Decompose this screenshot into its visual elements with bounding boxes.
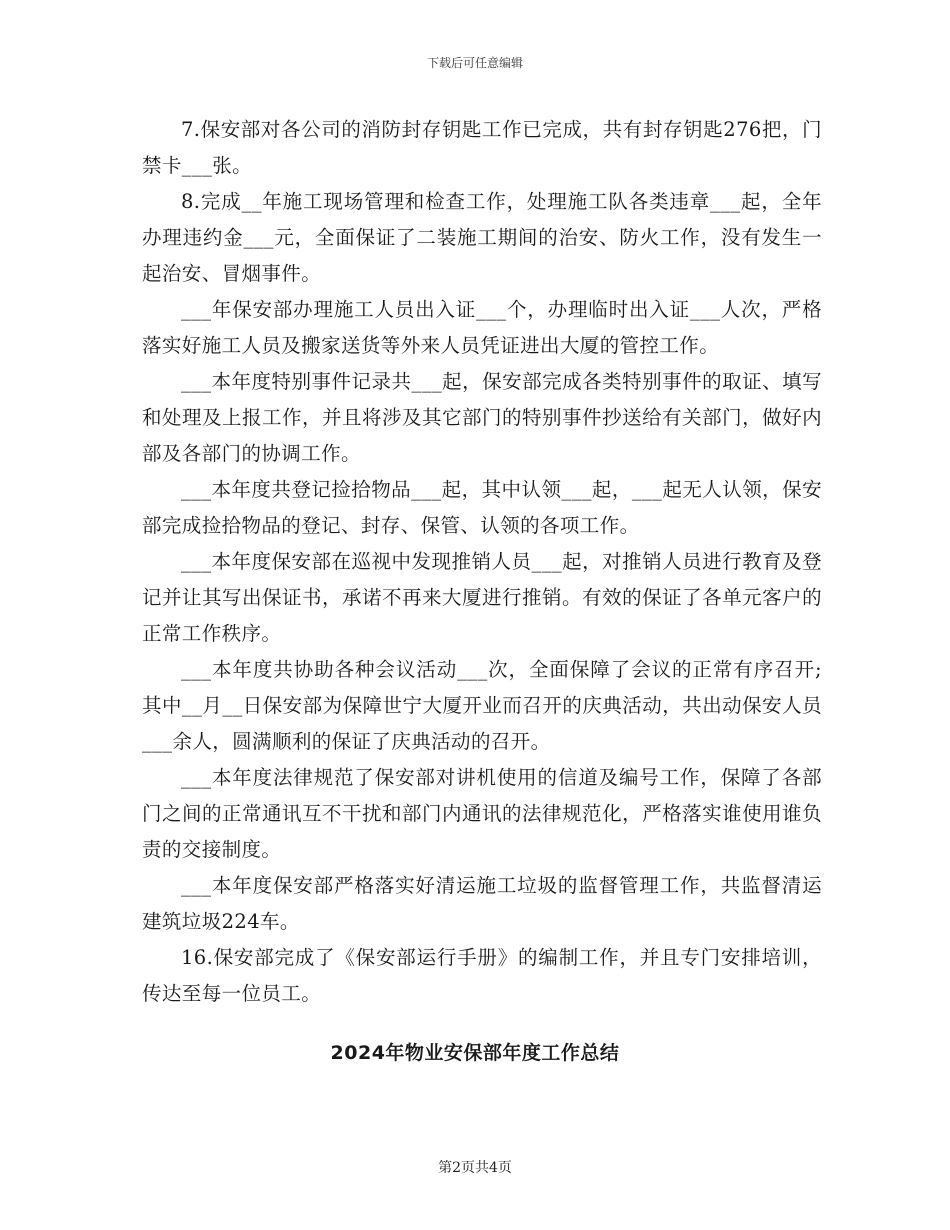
paragraph-12: ___本年度保安部在巡视中发现推销人员___起，对推销人员进行教育及登记并让其写出保证书，承诺不再来大厦进行推销。有效的保证了各单元客户的正常工作秩序。 <box>142 550 822 645</box>
document-title: 2024年物业安保部年度工作总结 <box>330 1042 620 1064</box>
paragraph-7: 7.保安部对各公司的消防封存钥匙工作已完成，共有封存钥匙276把，门禁卡___张。 <box>142 118 822 177</box>
paragraph-13: ___本年度共协助各种会议活动___次，全面保障了会议的正常有序召开;其中__月__日保安部为保障世宁大厦开业而召开的庆典活动，共出动保安人员___余人，圆满顺利的保证了庆典活动的召开。 <box>142 658 822 753</box>
page-number: 第2页共4页 <box>438 1160 512 1176</box>
paragraph-9: ___年保安部办理施工人员出入证___个，办理临时出入证___人次，严格落实好施工人员及搬家送货等外来人员凭证进出大厦的管控工作。 <box>142 298 822 357</box>
paragraph-11: ___本年度共登记捡拾物品___起，其中认领___起，___起无人认领，保安部完成捡拾物品的登记、封存、保管、认领的各项工作。 <box>142 478 822 537</box>
paragraph-10: ___本年度特别事件记录共___起，保安部完成各类特别事件的取证、填写和处理及上报工作，并且将涉及其它部门的特别事件抄送给有关部门，做好内部及各部门的协调工作。 <box>142 370 822 465</box>
paragraph-15: ___本年度保安部严格落实好清运施工垃圾的监督管理工作，共监督清运建筑垃圾224车。 <box>142 874 822 933</box>
paragraph-16: 16.保安部完成了《保安部运行手册》的编制工作，并且专门安排培训，传达至每一位员工。 <box>142 946 822 1005</box>
paragraph-8: 8.完成__年施工现场管理和检查工作，处理施工队各类违章___起，全年办理违约金___元，全面保证了二装施工期间的治安、防火工作，没有发生一起治安、冒烟事件。 <box>142 190 822 285</box>
paragraph-14: ___本年度法律规范了保安部对讲机使用的信道及编号工作，保障了各部门之间的正常通讯互不干扰和部门内通讯的法律规范化，严格落实谁使用谁负责的交接制度。 <box>142 766 822 861</box>
page-header-note: 下载后可任意编辑 <box>426 56 523 70</box>
document-body <box>142 112 822 1012</box>
